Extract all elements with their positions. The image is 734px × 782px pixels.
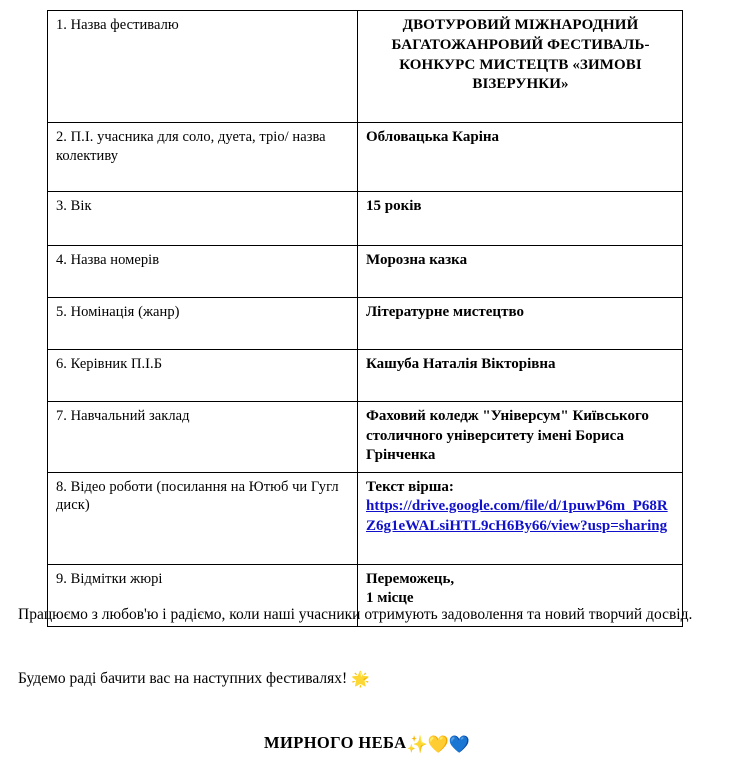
- row-label: 4. Назва номерів: [56, 252, 160, 268]
- row-label-cell: [48, 11, 358, 123]
- row-value-cell: [358, 298, 683, 350]
- row-value-cell: [358, 123, 683, 192]
- age-value: 15 років: [366, 198, 422, 214]
- table-row: [48, 11, 683, 123]
- table-row: [48, 350, 683, 402]
- row-label: 2. П.І. учасника для соло, дуета, тріо/ назва колективу: [56, 129, 326, 164]
- table-row: [48, 192, 683, 246]
- video-work-link[interactable]: https://drive.google.com/file/d/1puwP6m_P68RZ6g1eWALsiHTL9cH6By66/view?usp=sharing: [366, 498, 668, 534]
- blue-heart-icon: 💙: [448, 735, 470, 755]
- sparkles-icon: ✨: [406, 735, 428, 755]
- row-label: 3. Вік: [56, 198, 92, 214]
- row-label-cell: [48, 123, 358, 192]
- performance-title-value: Морозна казка: [366, 252, 468, 268]
- row-value-cell: [358, 192, 683, 246]
- row-label-cell: [48, 472, 358, 564]
- closing-paragraph-1: Працюємо з любов'ю і радіємо, коли наші учасники отримують задоволення та новий творчий досвід.: [18, 606, 693, 623]
- table-row: [48, 298, 683, 350]
- table-row: [48, 123, 683, 192]
- festival-name-value: ДВОТУРОВИЙ МІЖНАРОДНИЙ БАГАТОЖАНРОВИЙ ФЕСТИВАЛЬ-КОНКУРС МИСТЕЦТВ «ЗИМОВІ ВІЗЕРУНКИ»: [391, 17, 650, 93]
- institution-value: Фаховий коледж "Універсум" Київського столичного університету імені Бориса Грінченка: [366, 408, 649, 463]
- jury-result-line-1: Переможець,: [366, 570, 455, 587]
- row-value-cell: [358, 402, 683, 473]
- row-label-cell: [48, 350, 358, 402]
- row-label-cell: [48, 402, 358, 473]
- row-label: 6. Керівник П.І.Б: [56, 356, 163, 372]
- table-row: [48, 472, 683, 564]
- row-label-cell: [48, 192, 358, 246]
- row-value-cell: [358, 350, 683, 402]
- glowing-star-icon: 🌟: [351, 670, 370, 688]
- row-label: 1. Назва фестивалю: [56, 17, 179, 33]
- row-value-cell: [358, 246, 683, 298]
- row-label-cell: [48, 246, 358, 298]
- supervisor-value: Кашуба Наталія Вікторівна: [366, 356, 556, 372]
- closing-paragraph-2-text: Будемо раді бачити вас на наступних фестивалях!: [18, 670, 352, 687]
- participant-info-table: [47, 10, 683, 627]
- video-link-wrapper: [366, 497, 675, 536]
- table-row: [48, 402, 683, 473]
- peace-wish-line: [0, 733, 734, 755]
- row-label: 5. Номінація (жанр): [56, 304, 180, 320]
- yellow-heart-icon: 💛: [427, 735, 449, 755]
- nomination-value: Літературне мистецтво: [366, 304, 524, 320]
- participant-name-value: Обловацька Каріна: [366, 129, 500, 145]
- row-label: 9. Відмітки жюрі: [56, 570, 163, 587]
- row-value-cell: [358, 11, 683, 123]
- row-label: 7. Навчальний заклад: [56, 408, 190, 424]
- closing-paragraph-2: [18, 668, 718, 690]
- jury-result-line-2: 1 місце: [366, 590, 414, 606]
- table-row: [48, 246, 683, 298]
- video-link-prefix: Текст вірша:: [366, 478, 454, 495]
- peace-wish-text: МИРНОГО НЕБА: [264, 733, 407, 752]
- row-label-cell: [48, 298, 358, 350]
- row-label: 8. Відео роботи (посилання на Ютюб чи Гугл диск): [56, 478, 339, 514]
- row-value-cell: [358, 472, 683, 564]
